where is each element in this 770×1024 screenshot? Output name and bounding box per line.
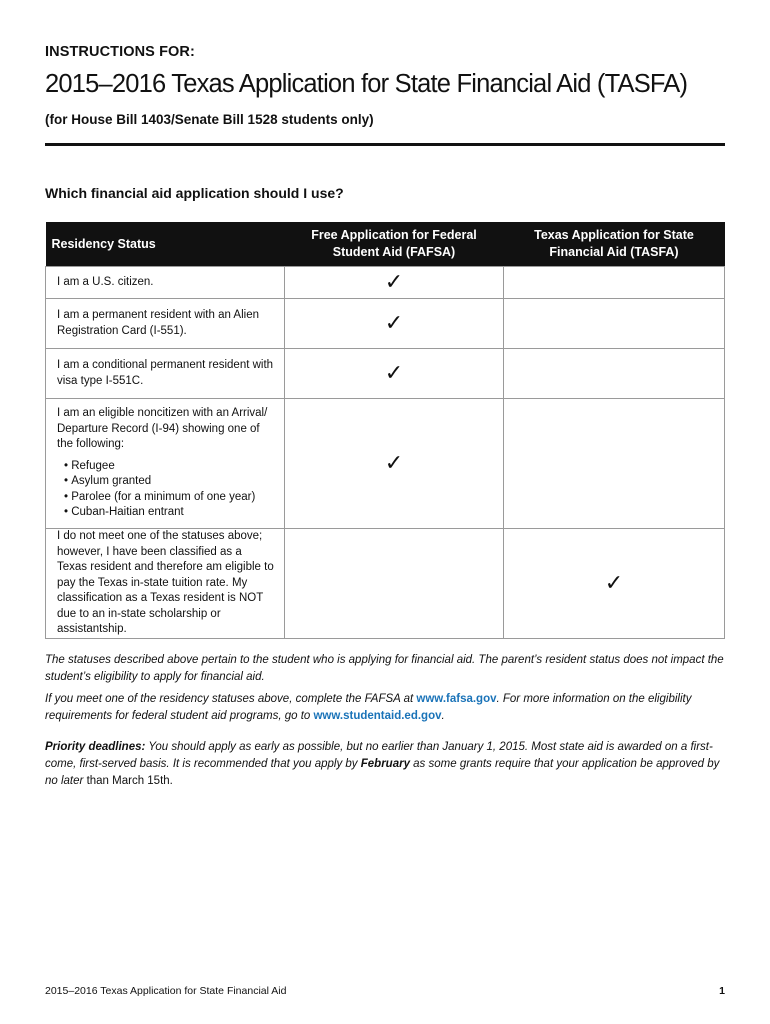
list-item: • Refugee	[64, 459, 274, 475]
header-residency-status: Residency Status	[46, 222, 285, 267]
table-row	[46, 529, 725, 639]
fafsa-note-text: If you meet one of the residency statuses above, complete the FAFSA at	[45, 693, 417, 705]
tasfa-cell	[504, 299, 725, 349]
deadline-note	[45, 739, 725, 790]
checkmark-icon: ✓	[384, 311, 404, 336]
fafsa-link[interactable]: www.fafsa.gov	[416, 693, 497, 705]
page-number: 1	[719, 985, 725, 997]
tasfa-cell	[504, 267, 725, 299]
header-tasfa: Texas Application for State Financial Aid (TASFA)	[504, 222, 725, 267]
checkmark-icon: ✓	[604, 571, 624, 596]
tasfa-cell	[504, 399, 725, 529]
table-row	[46, 399, 725, 529]
status-cell	[46, 399, 285, 529]
deadline-label: Priority deadlines:	[45, 741, 146, 753]
fafsa-cell	[285, 299, 504, 349]
table-header-row	[46, 222, 725, 267]
instructions-kicker: INSTRUCTIONS FOR:	[45, 44, 195, 60]
checkmark-icon: ✓	[384, 270, 404, 295]
deadline-text: You should apply as early as possible, but no earlier than January 1, 2015. Most state aid is awarded on a first-come, first-served basis. It is recommended that you apply by	[45, 741, 713, 770]
title-divider	[45, 143, 725, 146]
fafsa-cell	[285, 529, 504, 639]
status-cell: I am a permanent resident with an Alien Registration Card (I-551).	[46, 299, 285, 349]
page-footer	[45, 985, 725, 997]
status-cell: I am a U.S. citizen.	[46, 267, 285, 299]
tasfa-cell	[504, 349, 725, 399]
document-subtitle: (for House Bill 1403/Senate Bill 1528 students only)	[45, 112, 374, 127]
fafsa-note-text-2: . For more information on the eligibility requirements for federal student aid programs, go to	[45, 693, 692, 722]
checkmark-icon: ✓	[384, 361, 404, 386]
document-title: 2015–2016 Texas Application for State Financial Aid (TASFA)	[45, 70, 688, 98]
status-text: I am an eligible noncitizen with an Arrival/ Departure Record (I-94) showing one of the following:	[57, 407, 268, 451]
fafsa-cell	[285, 267, 504, 299]
studentaid-link[interactable]: www.studentaid.ed.gov	[313, 710, 442, 722]
tasfa-cell	[504, 529, 725, 639]
fafsa-cell	[285, 349, 504, 399]
status-cell: I do not meet one of the statuses above; however, I have been classified as a Texas resident and therefore am eligible to pay the Texas in-state tuition rate. My classification as a Texas resident is NOT due to an in-state scholarship or assistantship.	[46, 529, 285, 639]
section-question: Which financial aid application should I use?	[45, 185, 344, 201]
status-cell: I am a conditional permanent resident with visa type I-551C.	[46, 349, 285, 399]
deadline-text-2: as some grants require that your application be approved by no later	[45, 758, 720, 787]
statuses-note: The statuses described above pertain to the student who is applying for financial aid. The parent’s resident status does not impact the student’s eligibility to apply for financial aid.	[45, 654, 724, 683]
list-item: • Cuban-Haitian entrant	[64, 505, 274, 521]
fafsa-note-end: .	[441, 710, 445, 722]
list-item: • Parolee (for a minimum of one year)	[64, 490, 274, 506]
deadline-end: than March 15th.	[86, 775, 173, 787]
residency-table	[45, 222, 725, 639]
deadline-month: February	[360, 758, 410, 770]
table-row	[46, 267, 725, 299]
list-item: • Asylum granted	[64, 474, 274, 490]
fafsa-cell	[285, 399, 504, 529]
table-row	[46, 349, 725, 399]
checkmark-icon: ✓	[384, 451, 404, 476]
eligible-options-list	[64, 459, 274, 521]
table-row	[46, 299, 725, 349]
fafsa-note	[45, 691, 725, 725]
header-fafsa: Free Application for Federal Student Aid (FAFSA)	[285, 222, 504, 267]
footer-title: 2015–2016 Texas Application for State Financial Aid	[45, 985, 287, 997]
